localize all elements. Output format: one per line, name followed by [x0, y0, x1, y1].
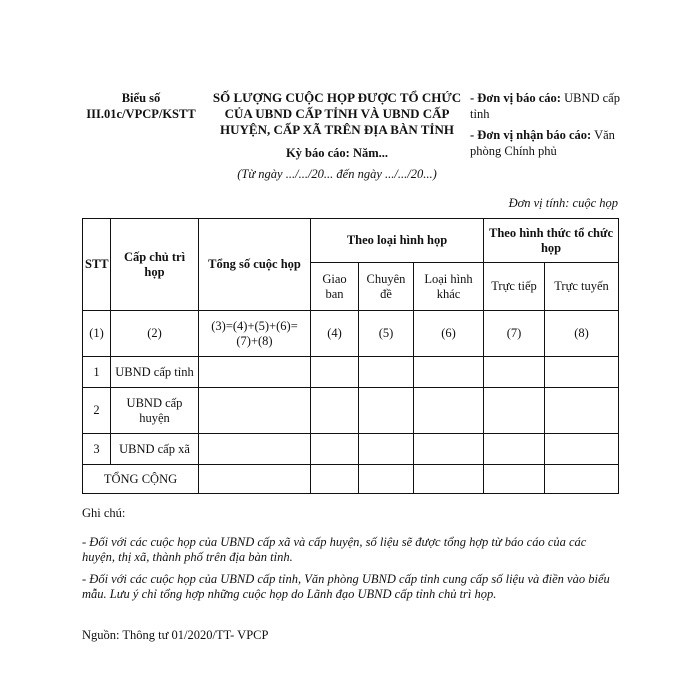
index-cell: (8): [545, 311, 619, 357]
report-period: Kỳ báo cáo: Năm...: [285, 146, 389, 160]
data-cell[interactable]: [414, 388, 484, 434]
source-citation: Nguồn: Thông tư 01/2020/TT- VPCP: [82, 628, 269, 642]
data-cell[interactable]: [545, 388, 619, 434]
data-cell[interactable]: [484, 357, 545, 388]
header-by-type: Theo loại hình họp: [311, 219, 484, 263]
note-item: - Đối với các cuộc họp của UBND cấp tỉnh, Văn phòng UBND cấp tỉnh cung cấp số liệu và điền vào biểu mẫu. Lưu ý chỉ tổng hợp những cuộc họp do Lãnh đạo UBND cấp tỉnh chủ trì họp.: [82, 572, 610, 601]
data-cell[interactable]: [311, 465, 359, 494]
report-title: SỐ LƯỢNG CUỘC HỌP ĐƯỢC TỔ CHỨC CỦA UBND CẤP TỈNH VÀ UBND CẤP HUYỆN, CẤP XÃ TRÊN ĐỊA BÀN TỈNH: [212, 90, 462, 137]
index-cell: (7): [484, 311, 545, 357]
row-stt: 1: [83, 357, 111, 388]
form-code: Biểu số III.01c/VPCP/KSTT: [86, 91, 196, 121]
data-cell[interactable]: [414, 465, 484, 494]
index-cell: (1): [83, 311, 111, 357]
data-cell[interactable]: [359, 465, 414, 494]
table-row: [83, 388, 619, 434]
index-cell: (5): [359, 311, 414, 357]
receiving-unit-value: Văn phòng Chính phủ: [470, 128, 615, 158]
data-cell[interactable]: [545, 357, 619, 388]
data-cell[interactable]: [414, 434, 484, 465]
data-cell[interactable]: [199, 388, 311, 434]
table-row: [83, 434, 619, 465]
data-cell[interactable]: [199, 465, 311, 494]
data-cell[interactable]: [414, 357, 484, 388]
data-cell[interactable]: [484, 465, 545, 494]
index-cell: (2): [111, 311, 199, 357]
header-level: Cấp chủ trì họp: [111, 219, 199, 311]
total-row: [83, 465, 619, 494]
index-cell: (4): [311, 311, 359, 357]
row-level: UBND cấp huyện: [111, 388, 199, 434]
reporting-unit-label: - Đơn vị báo cáo:: [470, 91, 561, 105]
data-cell[interactable]: [359, 434, 414, 465]
data-cell[interactable]: [199, 434, 311, 465]
receiving-unit-label: - Đơn vị nhận báo cáo:: [470, 128, 592, 142]
header-truc-tiep: Trực tiếp: [484, 263, 545, 311]
header-truc-tuyen: Trực tuyến: [545, 263, 619, 311]
header-chuyen-de: Chuyên đề: [359, 263, 414, 311]
data-cell[interactable]: [545, 465, 619, 494]
row-stt: 3: [83, 434, 111, 465]
organization-info: [470, 90, 620, 164]
index-cell: (3)=(4)+(5)+(6)=(7)+(8): [199, 311, 311, 357]
header-total: Tổng số cuộc họp: [199, 219, 311, 311]
row-stt: 2: [83, 388, 111, 434]
notes-title: Ghi chú:: [82, 506, 126, 520]
header-giao-ban: Giao ban: [311, 263, 359, 311]
note-item: - Đối với các cuộc họp của UBND cấp xã và cấp huyện, số liệu sẽ được tổng hợp từ báo cáo của các huyện, thị xã, thành phố trên địa bàn tỉnh.: [82, 535, 587, 564]
data-cell[interactable]: [311, 357, 359, 388]
total-label: TỔNG CỘNG: [83, 465, 199, 494]
row-level: UBND cấp xã: [111, 434, 199, 465]
title-block: [204, 90, 470, 182]
reporting-unit: [470, 90, 620, 122]
report-table: [82, 218, 619, 494]
index-cell: (6): [414, 311, 484, 357]
reporting-unit-value: UBND cấp tỉnh: [470, 91, 620, 121]
column-index-row: [83, 311, 619, 357]
header-by-form: Theo hình thức tổ chức họp: [484, 219, 619, 263]
unit-of-measure: Đơn vị tính: cuộc họp: [508, 196, 618, 210]
receiving-unit: [470, 127, 620, 159]
row-level: UBND cấp tỉnh: [111, 357, 199, 388]
report-date-range: (Từ ngày .../.../20... đến ngày .../.../20...): [237, 167, 437, 181]
header-loai-hinh-khac: Loại hình khác: [414, 263, 484, 311]
data-cell[interactable]: [311, 388, 359, 434]
header-stt: STT: [83, 219, 111, 311]
data-cell[interactable]: [359, 357, 414, 388]
data-cell[interactable]: [311, 434, 359, 465]
header-row-1: [83, 219, 619, 263]
data-cell[interactable]: [359, 388, 414, 434]
data-cell[interactable]: [199, 357, 311, 388]
data-cell[interactable]: [484, 434, 545, 465]
table-row: [83, 357, 619, 388]
notes-section: [82, 506, 622, 609]
data-cell[interactable]: [545, 434, 619, 465]
data-cell[interactable]: [484, 388, 545, 434]
